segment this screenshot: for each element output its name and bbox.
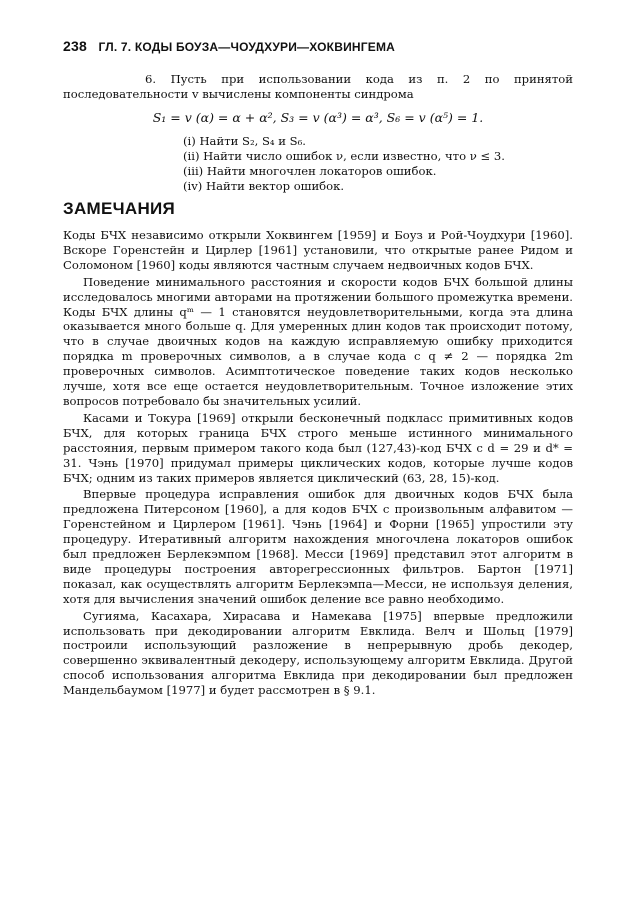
exercise-item-iv: (iv) Найти вектор ошибок.	[183, 179, 345, 193]
notes-body	[63, 228, 573, 700]
syndrome-formula: S₁ = v (α) = α + α², S₃ = v (α³) = α³, S₆ = v (α⁵) = 1.	[152, 110, 484, 125]
running-title: ГЛ. 7. КОДЫ БОУЗА—ЧОУДХУРИ—ХОКВИНГЕМА	[98, 40, 396, 54]
section-heading: ЗАМЕЧАНИЯ	[63, 199, 176, 218]
exercise-item-ii: (ii) Найти число ошибок ν, если известно, что ν ≤ 3.	[183, 149, 505, 163]
notes-paragraph: Сугияма, Касахара, Хирасава и Намекава [1975] впервые предложили использовать при декодировании алгоритм Евклида. Велч и Шольц [1979] построили использующий разложение в непрерывную дробь декодер, совершенно эквивалентный декодеру, использующему алгоритм Евклида. Другой способ использования алгоритма Евклида при декодировании был предложен Мандельбаумом [1977] и будет рассмотрен в § 9.1.	[63, 608, 573, 698]
notes-paragraph: Поведение минимального расстояния и скорости кодов БЧХ большой длины исследовалось многими авторами на протяжении большого промежутка времени. Коды БЧХ длины qᵐ — 1 становятся неудовлетворительными, когда эта длина оказывается много больше q. Для умеренных длин кодов так происходит потому, что в случае двоичных кодов на каждую исправляемую ошибку приходится порядка m проверочных символов, а в случае кода с q ≠ 2 — порядка 2m проверочных символов. Асимптотическое поведение таких кодов несколько лучше, хотя все еще остается неудовлетворительным. Точное изложение этих вопросов потребовало бы значительных усилий.	[63, 274, 573, 408]
exercise-intro: 6. Пусть при использовании кода из п. 2 по принятой последовательности v вычислены компоненты синдрома	[63, 72, 573, 101]
running-header	[63, 38, 573, 54]
page-number: 238	[63, 38, 87, 54]
notes-paragraph: Впервые процедура исправления ошибок для двоичных кодов БЧХ была предложена Питерсоном [1960], а для кодов БЧХ с произвольным алфавитом — Горенстейном и Цирлером [1961]. Чэнь [1964] и Форни [1965] упростили эту процедуру. Итеративный алгоритм нахождения многочлена локаторов ошибок был предложен Берлекэмпом [1968]. Месси [1969] представил этот алгоритм в виде процедуры построения авторегрессионных фильтров. Бартон [1971] показал, как осуществлять алгоритм Берлекэмпа—Месси, не используя деления, хотя для вычисления значений ошибок деление все равно необходимо.	[63, 487, 573, 606]
notes-paragraph: Коды БЧХ независимо открыли Хоквингем [1959] и Боуз и Рой-Чоудхури [1960]. Вскоре Горенстейн и Цирлер [1961] установили, что открытые ранее Ридом и Соломоном [1960] коды являются частным случаем недвоичных кодов БЧХ.	[63, 228, 573, 272]
exercise-item-i: (i) Найти S₂, S₄ и S₆.	[183, 134, 306, 148]
exercise-item-iii: (iii) Найти многочлен локаторов ошибок.	[183, 164, 437, 178]
exercise-6	[63, 72, 573, 194]
notes-paragraph: Касами и Токура [1969] открыли бесконечный подкласс примитивных кодов БЧХ, для которых граница БЧХ строго меньше истинного минимального расстояния, первым примером такого кода был (127,43)-код БЧХ с d = 29 и d* = 31. Чэнь [1970] придумал примеры циклических кодов, которые лучше кодов БЧХ; одним из таких примеров является циклический (63, 28, 15)-код.	[63, 410, 573, 485]
exercise-subitems	[183, 134, 573, 194]
